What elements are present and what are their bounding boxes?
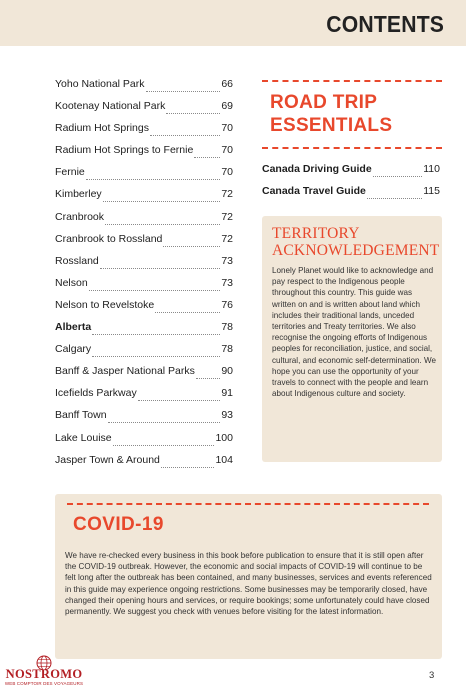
toc-leader xyxy=(373,176,423,177)
page-title: CONTENTS xyxy=(326,11,444,37)
toc-entry[interactable] xyxy=(55,211,233,231)
toc-entry[interactable] xyxy=(55,144,233,164)
toc-entry-page: 66 xyxy=(221,78,233,90)
toc-entry-page: 78 xyxy=(221,343,233,356)
toc-leader xyxy=(150,135,220,136)
toc-entry-page: 76 xyxy=(221,298,233,311)
toc-leader xyxy=(108,422,221,423)
watermark-name: NOSTROMO xyxy=(5,667,83,681)
toc-entry[interactable] xyxy=(262,185,440,205)
toc-leader xyxy=(89,290,221,291)
covid-text: We have re-checked every business in this book before publication to ensure that it is still open after the COVID-19 outbreak. However, the economic and social impacts of COVID-19 will continue to be felt long after the outbreak has been contained, and many businesses, services and events referenced in this guide may experience ongoing restrictions. Some businesses may be temporarily closed, have changed their opening hours and services, or require bookings; some unfortunately could have closed permanently. We suggest you check with venues before visiting for the latest information. xyxy=(65,551,432,617)
toc-entry-page: 115 xyxy=(423,185,440,198)
covid-heading: COVID-19 xyxy=(73,514,164,535)
toc-entry-title: Kimberley xyxy=(55,188,102,201)
toc-leader xyxy=(138,400,221,401)
page-number: 3 xyxy=(429,670,435,681)
toc-entry-title: Canada Driving Guide xyxy=(262,163,372,175)
toc-entry-title: Kootenay National Park xyxy=(55,100,166,113)
toc-entry-title: Nelson to Revelstoke xyxy=(55,298,155,311)
nostromo-watermark xyxy=(3,654,85,690)
toc-entry-page: 70 xyxy=(221,166,233,179)
toc-entry-page: 70 xyxy=(221,144,233,157)
toc-leader xyxy=(113,445,215,446)
toc-leader xyxy=(161,467,215,468)
territory-acknowledgement-heading: TERRITORY ACKNOWLEDGEMENT xyxy=(272,225,440,259)
toc-leader xyxy=(86,179,221,180)
road-trip-essentials-heading: ROAD TRIP ESSENTIALS xyxy=(270,92,393,136)
toc-entry-title: Cranbrook to Rossland xyxy=(55,232,163,245)
section-rule-bottom xyxy=(262,147,442,149)
toc-entry-title: Yoho National Park xyxy=(55,78,145,90)
toc-leader xyxy=(196,378,220,379)
toc-leader xyxy=(105,224,220,225)
toc-leader xyxy=(166,113,220,114)
toc-entry-page: 104 xyxy=(215,453,233,466)
toc-entry[interactable] xyxy=(55,78,233,98)
toc-entry-title: Radium Hot Springs xyxy=(55,122,149,135)
toc-entry-title: Icefields Parkway xyxy=(55,387,137,400)
toc-entry[interactable] xyxy=(55,100,233,120)
toc-entry[interactable] xyxy=(55,321,233,341)
covid-panel xyxy=(55,494,442,659)
toc-entry[interactable] xyxy=(55,188,233,208)
toc-entry-title: Calgary xyxy=(55,343,92,356)
toc-entry[interactable] xyxy=(55,387,233,407)
toc-leader xyxy=(163,246,220,247)
toc-entry-page: 73 xyxy=(221,254,233,267)
toc-leader xyxy=(92,356,220,357)
toc-leader xyxy=(146,91,221,92)
toc-leader xyxy=(100,268,221,269)
toc-entry[interactable] xyxy=(55,166,233,186)
toc-entry-page: 73 xyxy=(221,276,233,289)
toc-entry-title: Rossland xyxy=(55,254,99,267)
territory-acknowledgement-panel xyxy=(262,216,442,462)
road-trip-essentials-list xyxy=(262,163,440,207)
toc-list xyxy=(55,78,233,476)
toc-entry[interactable] xyxy=(262,163,440,183)
toc-entry-title: Canada Travel Guide xyxy=(262,185,366,198)
toc-entry-page: 91 xyxy=(221,387,233,400)
toc-entry-title: Cranbrook xyxy=(55,210,105,223)
toc-entry-title: Lake Louise xyxy=(55,431,112,444)
toc-entry-title: Jasper Town & Around xyxy=(55,453,160,466)
toc-leader xyxy=(155,312,220,313)
toc-leader xyxy=(367,198,422,199)
toc-entry-title: Banff & Jasper National Parks xyxy=(55,365,195,378)
toc-entry[interactable] xyxy=(55,122,233,142)
territory-acknowledgement-text: Lonely Planet would like to acknowledge and pay respect to the Indigenous people throughout this country. This guide was written on and is written about land which includes their traditional lands, unceded territories and Treaty territories. We also recognise the ongoing efforts of Indigenous peoples for reconciliation, justice, and social, cultural, and economic self-determination. We hope you can use the opportunity of your travels to connect with the people and learn about Indigenous culture and society. xyxy=(272,266,437,399)
toc-entry-title: Alberta xyxy=(55,321,92,334)
toc-entry-page: 90 xyxy=(221,365,233,378)
toc-leader xyxy=(92,334,220,335)
section-rule-top xyxy=(262,80,442,82)
toc-entry[interactable] xyxy=(55,432,233,452)
toc-entry[interactable] xyxy=(55,365,233,385)
toc-entry-page: 72 xyxy=(221,210,233,223)
toc-entry[interactable] xyxy=(55,299,233,319)
covid-rule xyxy=(67,503,429,505)
toc-entry[interactable] xyxy=(55,409,233,429)
toc-entry[interactable] xyxy=(55,277,233,297)
toc-entry-page: 78 xyxy=(221,321,233,334)
toc-entry-title: Nelson xyxy=(55,276,88,289)
toc-entry-page: 72 xyxy=(221,232,233,245)
toc-entry[interactable] xyxy=(55,343,233,363)
toc-leader xyxy=(103,201,221,202)
toc-entry-title: Banff Town xyxy=(55,409,107,422)
watermark-tagline: WEB COMPTOIR DES VOYAGEURS xyxy=(4,681,84,686)
toc-entry[interactable] xyxy=(55,233,233,253)
toc-entry-page: 110 xyxy=(423,163,440,175)
toc-entry-page: 100 xyxy=(215,431,233,444)
toc-entry-page: 72 xyxy=(221,188,233,201)
toc-entry-page: 93 xyxy=(221,409,233,422)
toc-entry-title: Radium Hot Springs to Fernie xyxy=(55,144,194,157)
toc-entry[interactable] xyxy=(55,454,233,474)
toc-leader xyxy=(194,157,220,158)
toc-entry-page: 70 xyxy=(221,122,233,135)
toc-entry-title: Fernie xyxy=(55,166,85,179)
toc-entry[interactable] xyxy=(55,255,233,275)
toc-entry-page: 69 xyxy=(221,100,233,113)
